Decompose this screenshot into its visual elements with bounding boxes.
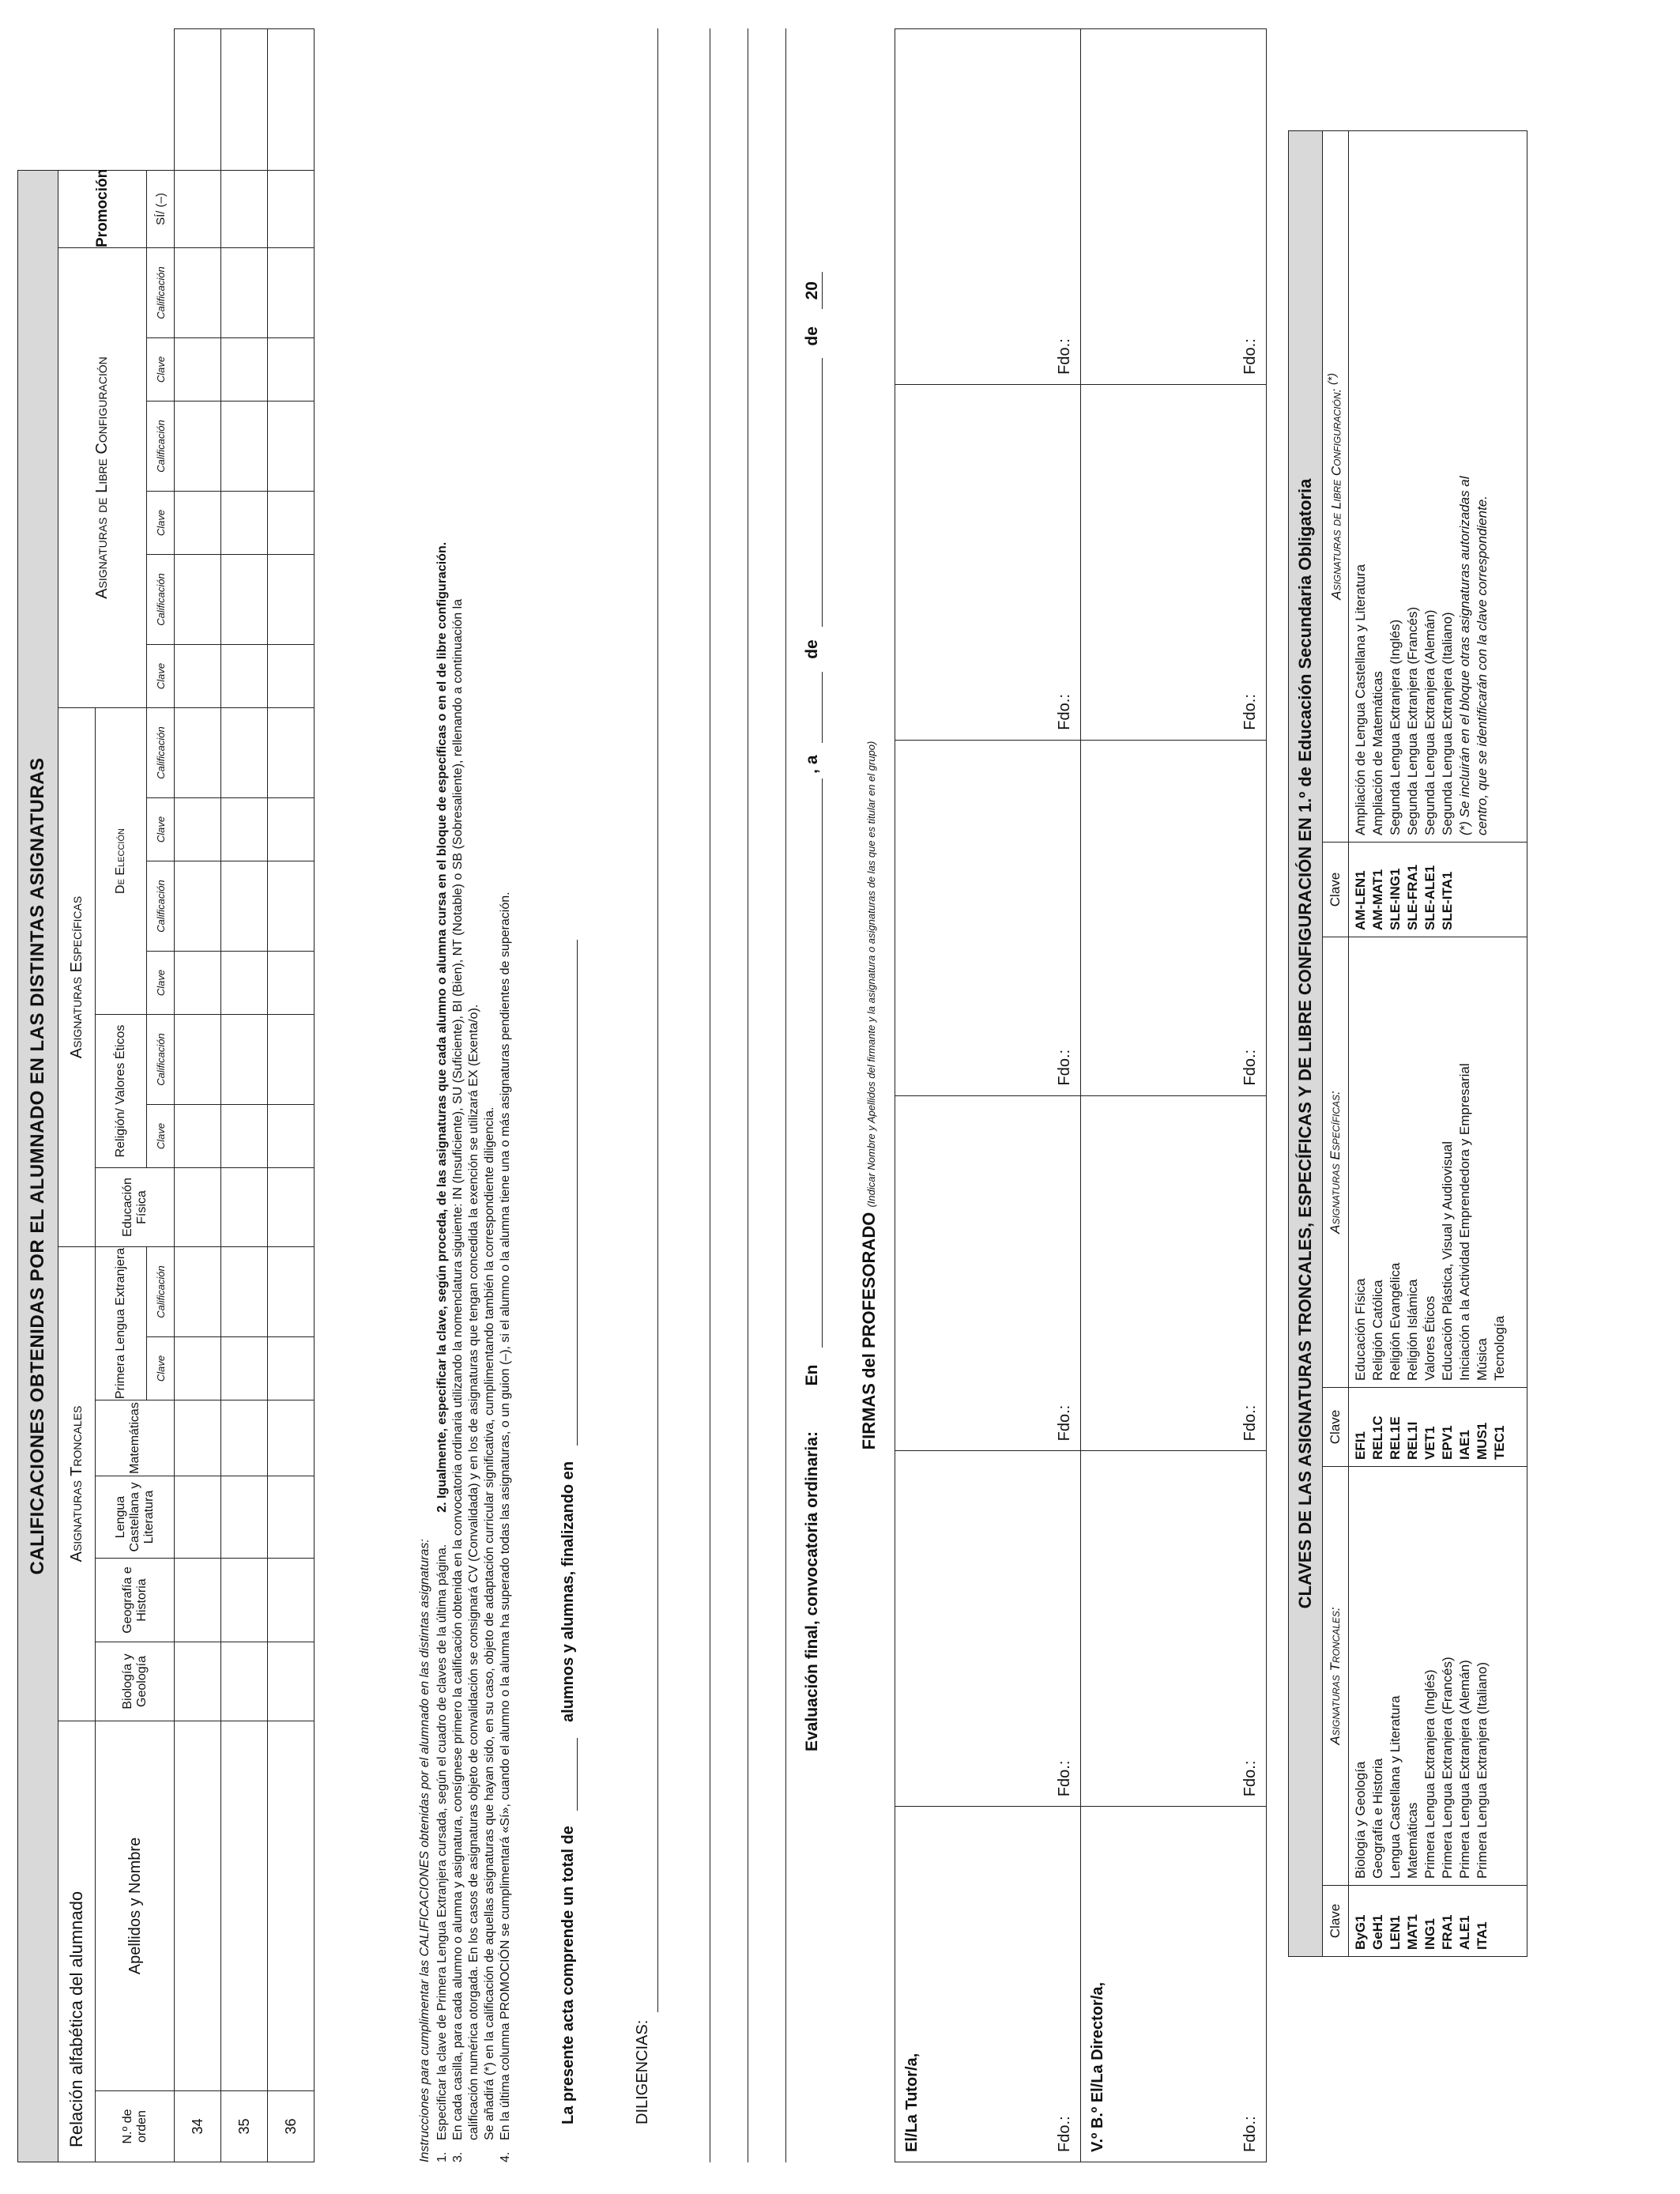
mes-field[interactable] <box>803 358 823 627</box>
primera-lengua-header: Primera Lengua Extranjera <box>96 1247 147 1400</box>
lengua-header: Lengua Castellana y Literatura <box>96 1476 175 1559</box>
signature-cell[interactable] <box>895 384 1081 740</box>
firmas-header <box>859 28 880 2162</box>
clave-subheader: Clave <box>147 645 175 708</box>
instructions-heading: Instrucciones para cumplimentar las CALIFICACIONES obtenidas por el alumnado en las distintas asignaturas: <box>418 1539 431 2162</box>
grade-cell[interactable] <box>175 1559 221 1642</box>
clave-header: Clave <box>1323 1886 1349 1957</box>
grade-cell[interactable] <box>175 492 221 555</box>
key-name: Segunda Lengua Extranjera (Italiano) <box>1440 612 1455 835</box>
key-code: VET1 <box>1422 1426 1437 1460</box>
grade-cell[interactable] <box>221 338 268 401</box>
key-name: Segunda Lengua Extranjera (Francés) <box>1405 606 1420 835</box>
instruction-number: 3. <box>451 2151 465 2162</box>
grade-cell[interactable] <box>221 798 268 861</box>
grade-cell[interactable] <box>175 1015 221 1105</box>
signature-cell[interactable] <box>895 1451 1081 1807</box>
grade-cell[interactable] <box>268 1105 315 1168</box>
grade-cell[interactable] <box>221 1559 268 1642</box>
diligencias-label: DILIGENCIAS: <box>634 2019 651 2124</box>
key-name: Educación Plástica, Visual y Audiovisual <box>1440 1140 1455 1381</box>
grades-title: CALIFICACIONES OBTENIDAS POR EL ALUMNADO EN LAS DISTINTAS ASIGNATURAS <box>18 170 58 2162</box>
key-code: EPV1 <box>1440 1425 1455 1460</box>
key-name: Tecnología <box>1492 1315 1507 1381</box>
director-signature[interactable] <box>1081 1807 1267 2162</box>
calificacion-subheader: Calificación <box>147 708 175 798</box>
de-label: de <box>803 326 821 346</box>
grade-cell[interactable] <box>175 1400 221 1476</box>
de-label: de <box>803 639 821 659</box>
evaluacion-line <box>803 272 823 1751</box>
key-name: Ampliación de Matemáticas <box>1370 671 1385 835</box>
dia-field[interactable] <box>803 672 823 743</box>
grade-cell[interactable] <box>268 645 315 708</box>
key-name: Valores Éticos <box>1422 1295 1437 1381</box>
calificacion-subheader: Calificación <box>147 861 175 952</box>
table-row <box>268 29 315 2162</box>
fdo-label: Fdo.: <box>1056 1760 1073 1797</box>
grade-cell[interactable] <box>175 338 221 401</box>
grade-cell[interactable] <box>221 555 268 645</box>
key-name: Primera Lengua Extranjera (Francés) <box>1440 1657 1455 1879</box>
key-name: Religión Católica <box>1370 1280 1385 1381</box>
relacion-header: Relación alfabética del alumnado <box>58 1721 96 2162</box>
grade-cell[interactable] <box>268 708 315 798</box>
key-name: Segunda Lengua Extranjera (Inglés) <box>1388 619 1403 835</box>
religion-header: Religión/ Valores Éticos <box>96 1015 147 1168</box>
anio-field[interactable]: 20 <box>803 272 823 309</box>
grade-cell[interactable] <box>175 1247 221 1337</box>
key-code: SLE-ITA1 <box>1440 871 1455 930</box>
signature-cell[interactable] <box>895 740 1081 1095</box>
grade-cell[interactable] <box>175 1105 221 1168</box>
grade-cell[interactable] <box>268 1400 315 1476</box>
fdo-label: Fdo.: <box>1056 2116 1073 2152</box>
apellidos-header: Apellidos y Nombre <box>96 1721 175 2091</box>
firmas-title: FIRMAS del PROFESORADO <box>859 1212 879 1450</box>
instruction-4 <box>498 28 514 2162</box>
name-cell[interactable] <box>221 1721 268 2091</box>
key-name: Matemáticas <box>1405 1802 1420 1879</box>
biologia-header: Biología y Geología <box>96 1642 175 1721</box>
especificas-keys-header: Asignaturas Específicas: <box>1323 937 1349 1388</box>
name-cell[interactable] <box>268 1721 315 2091</box>
libre-keys-header <box>1323 130 1349 842</box>
lugar-field[interactable] <box>803 778 823 1348</box>
key-name: Religión Islámica <box>1405 1279 1420 1381</box>
key-name: Primera Lengua Extranjera (Italiano) <box>1475 1661 1490 1879</box>
row-number: 35 <box>221 2091 268 2162</box>
de-eleccion-header: De Elección <box>96 708 147 1015</box>
fdo-label: Fdo.: <box>1056 338 1073 375</box>
key-code: GeH1 <box>1370 1914 1385 1950</box>
key-code: IAE1 <box>1457 1430 1472 1460</box>
clave-subheader: Clave <box>147 952 175 1015</box>
key-code: ALE1 <box>1457 1915 1472 1950</box>
key-name: Música <box>1475 1338 1490 1381</box>
calificacion-subheader: Calificación <box>147 248 175 338</box>
name-cell[interactable] <box>175 1721 221 2091</box>
grade-cell[interactable] <box>268 338 315 401</box>
key-name: Ampliación de Lengua Castellana y Literatura <box>1353 564 1368 835</box>
troncales-names <box>1349 1467 1527 1886</box>
grade-cell[interactable] <box>268 1168 315 1247</box>
grade-cell[interactable] <box>268 492 315 555</box>
director-label: V.º B.º El/La Director/a, <box>1089 1981 1106 2152</box>
clave-subheader: Clave <box>147 798 175 861</box>
calificacion-subheader: Calificación <box>147 555 175 645</box>
grade-cell[interactable] <box>221 170 268 247</box>
libre-keys-mark: (*) <box>1326 373 1339 386</box>
especificas-names <box>1349 937 1527 1388</box>
grade-cell[interactable] <box>268 1476 315 1559</box>
diligencias-line[interactable] <box>785 28 786 2162</box>
clave-subheader: Clave <box>147 1337 175 1400</box>
fdo-label: Fdo.: <box>1241 2116 1259 2152</box>
acta-prefix: La presente acta comprende un total de <box>559 1826 577 2124</box>
grade-cell[interactable] <box>175 798 221 861</box>
key-name: Lengua Castellana y Literatura <box>1388 1695 1403 1879</box>
key-code: MAT1 <box>1405 1913 1420 1950</box>
grade-cell[interactable] <box>221 248 268 338</box>
matematicas-header: Matemáticas <box>96 1400 175 1476</box>
key-name: Religión Evangélica <box>1388 1262 1403 1381</box>
calificacion-subheader: Calificación <box>147 1015 175 1105</box>
evaluacion-label: Evaluación final, convocatoria ordinaria: <box>803 1431 821 1751</box>
key-code: AM-MAT1 <box>1370 869 1385 930</box>
instruction-number: 1. <box>435 2151 449 2162</box>
si-guion-subheader: SÍ/ (–) <box>147 170 175 247</box>
signature-cell[interactable] <box>1081 1095 1267 1451</box>
clave-subheader: Clave <box>147 338 175 401</box>
instruction-text: Especificar la clave de Primera Lengua Extranjera cursada, según el cuadro de claves de la última página. <box>435 1544 449 2140</box>
firmas-subtitle: (Indicar Nombre y Apellidos del firmante y la asignatura o asignaturas de las que es titular en el grupo) <box>865 741 877 1208</box>
calificacion-subheader: Calificación <box>147 401 175 492</box>
promocion-cell[interactable] <box>175 29 221 171</box>
grades-table <box>17 28 315 2162</box>
grade-cell[interactable] <box>175 555 221 645</box>
table-row <box>221 29 268 2162</box>
libre-note: (*) Se incluirán en el bloque otras asignaturas autorizadas al <box>1457 476 1472 835</box>
grade-cell[interactable] <box>175 248 221 338</box>
acta-statement <box>559 940 578 2124</box>
grade-cell[interactable] <box>221 492 268 555</box>
grade-cell[interactable] <box>175 861 221 952</box>
grade-cell[interactable] <box>268 1015 315 1105</box>
libre-names <box>1349 130 1527 842</box>
fdo-label: Fdo.: <box>1241 338 1259 375</box>
key-code: ITA1 <box>1475 1921 1490 1950</box>
tutor-label: El/La Tutor/a, <box>903 2053 921 2152</box>
instructions <box>417 28 514 2162</box>
libre-config-header: Asignaturas de Libre Configuración <box>58 248 147 708</box>
diligencias-line[interactable] <box>657 28 658 2012</box>
key-code: ING1 <box>1422 1918 1437 1950</box>
key-code: REL1I <box>1405 1421 1420 1460</box>
a-label: , a <box>803 755 821 774</box>
claves-title: CLAVES DE LAS ASIGNATURAS TRONCALES, ESPECÍFICAS Y DE LIBRE CONFIGURACIÓN EN 1.º de Educación Secundaria Obligatoria <box>1289 130 1323 1956</box>
key-code: AM-LEN1 <box>1353 870 1368 930</box>
signature-cell[interactable] <box>1081 384 1267 740</box>
key-name: Primera Lengua Extranjera (Inglés) <box>1422 1669 1437 1879</box>
grade-cell[interactable] <box>221 1476 268 1559</box>
grade-cell[interactable] <box>268 1247 315 1337</box>
libre-codes <box>1349 843 1527 937</box>
key-code: SLE-ALE1 <box>1422 865 1437 930</box>
signature-cell[interactable] <box>1081 1451 1267 1807</box>
fdo-label: Fdo.: <box>1056 1404 1073 1442</box>
grade-cell[interactable] <box>268 170 315 247</box>
total-alumnos-field[interactable] <box>577 1738 578 1811</box>
promocion-header: Promoción <box>58 170 147 247</box>
signature-cell[interactable] <box>1081 29 1267 385</box>
acta-middle: alumnos y alumnas, finalizando en <box>559 1461 577 1722</box>
grade-cell[interactable] <box>175 1168 221 1247</box>
instruction-3 <box>450 28 498 2162</box>
grade-cell[interactable] <box>268 555 315 645</box>
clave-subheader: Clave <box>147 492 175 555</box>
grade-cell[interactable] <box>221 401 268 492</box>
finalizando-field[interactable] <box>577 940 578 1446</box>
grade-cell[interactable] <box>175 1337 221 1400</box>
fdo-label: Fdo.: <box>1241 694 1259 730</box>
clave-header: Clave <box>1323 1388 1349 1467</box>
grade-cell[interactable] <box>268 401 315 492</box>
troncales-keys-header: Asignaturas Troncales: <box>1323 1467 1349 1886</box>
key-code: MUS1 <box>1475 1422 1490 1460</box>
fdo-label: Fdo.: <box>1241 1760 1259 1797</box>
grade-cell[interactable] <box>175 170 221 247</box>
grade-cell[interactable] <box>175 1476 221 1559</box>
grade-cell[interactable] <box>175 645 221 708</box>
key-name: Primera Lengua Extranjera (Alemán) <box>1457 1660 1472 1879</box>
grade-cell[interactable] <box>221 708 268 798</box>
instruction-text: En la última columna PROMOCIÓN se cumplimentará «Sí», cuando el alumno o la alumna ha superado todas las asignaturas, o un guion (–), si el alumno o la alumna tiene una o más asignaturas pendientes de superación. <box>499 892 512 2140</box>
key-name: Segunda Lengua Extranjera (Alemán) <box>1422 609 1437 835</box>
tutor-signature[interactable] <box>895 1807 1081 2162</box>
key-code: LEN1 <box>1388 1915 1403 1950</box>
claves-table <box>1288 130 1527 1957</box>
key-code: SLE-FRA1 <box>1405 864 1420 930</box>
troncales-header: Asignaturas Troncales <box>58 1247 96 1721</box>
key-code: EFI1 <box>1353 1431 1368 1460</box>
en-label: En <box>803 1364 821 1386</box>
key-code: FRA1 <box>1440 1914 1455 1950</box>
grade-cell[interactable] <box>268 1559 315 1642</box>
row-number: 34 <box>175 2091 221 2162</box>
instruction-1 <box>435 28 450 2162</box>
especificas-codes <box>1349 1388 1527 1467</box>
grade-cell[interactable] <box>221 1247 268 1337</box>
instruction-text: En cada casilla, para cada alumno o alumna y asignatura, consígnese primero la calificación obtenida en la convocatoria ordinaria utilizando la nomenclatura siguiente: IN (Insuficiente), SU (Suficiente), BI (Bien), NT (Notable) o SB (Sobresaliente), rellenando a continuación la <box>451 598 465 2140</box>
grade-cell[interactable] <box>221 952 268 1015</box>
clave-subheader: Clave <box>147 1105 175 1168</box>
promocion-cell[interactable] <box>268 29 315 171</box>
grade-cell[interactable] <box>221 1337 268 1400</box>
key-code: REL1C <box>1370 1416 1385 1460</box>
key-code: SLE-ING1 <box>1388 868 1403 930</box>
grade-cell[interactable] <box>221 1400 268 1476</box>
fdo-label: Fdo.: <box>1241 1404 1259 1442</box>
signature-cell[interactable] <box>1081 740 1267 1095</box>
fdo-label: Fdo.: <box>1056 694 1073 730</box>
key-name: Educación Física <box>1353 1278 1368 1381</box>
grade-cell[interactable] <box>221 1642 268 1721</box>
signature-grid <box>895 28 1267 2162</box>
instruction-text: Se añadirá (*) en la calificación de aquellas asignaturas que hayan sido, en su caso, objeto de adaptación curricular significativa, cumplimentando también la correspondiente diligencia. <box>483 1106 496 2140</box>
grade-cell[interactable] <box>268 798 315 861</box>
instruction-text: calificación numérica otorgada. En los casos de asignaturas objeto de convalidación se consignará CV (Convalidada) y en los de asignaturas que tengan concedida la exención se utilizará EX (Exenta/o). <box>467 1004 480 2140</box>
grade-cell[interactable] <box>221 1105 268 1168</box>
row-number: 36 <box>268 2091 315 2162</box>
grade-cell[interactable] <box>221 1015 268 1105</box>
instruction-number: 4. <box>499 2151 512 2162</box>
libre-note: centro, que se identificarán con la clave correspondiente. <box>1475 496 1490 835</box>
num-orden-header: N.º de orden <box>96 2091 175 2162</box>
grade-cell[interactable] <box>268 1642 315 1721</box>
key-name: Biología y Geología <box>1353 1761 1368 1879</box>
grade-cell[interactable] <box>221 861 268 952</box>
libre-keys-label: Asignaturas de Libre Configuración: <box>1328 388 1344 600</box>
geografia-header: Geografía e Historia <box>96 1559 175 1642</box>
key-code: TEC1 <box>1492 1425 1507 1460</box>
fdo-label: Fdo.: <box>1056 1049 1073 1086</box>
grade-cell[interactable] <box>268 861 315 952</box>
signature-cell[interactable] <box>895 1095 1081 1451</box>
clave-header: Clave <box>1323 843 1349 937</box>
especificas-header: Asignaturas Específicas <box>58 708 96 1247</box>
grade-cell[interactable] <box>175 952 221 1015</box>
grade-cell[interactable] <box>175 1642 221 1721</box>
key-code: ByG1 <box>1353 1914 1368 1950</box>
signature-cell[interactable] <box>895 29 1081 385</box>
educacion-fisica-header: Educación Física <box>96 1168 175 1247</box>
grade-cell[interactable] <box>268 952 315 1015</box>
calificacion-subheader: Calificación <box>147 1247 175 1337</box>
key-name: Geografía e Historia <box>1370 1758 1385 1879</box>
grade-cell[interactable] <box>175 401 221 492</box>
fdo-label: Fdo.: <box>1241 1049 1259 1086</box>
instruction-2-text: 2. Igualmente, especificar la clave, según proceda, de las asignaturas que cada alumno o alumna cursa en el bloque de específicas o en el de libre configuración. <box>435 541 449 1513</box>
troncales-codes <box>1349 1886 1527 1957</box>
grade-cell[interactable] <box>268 1337 315 1400</box>
promocion-cell[interactable] <box>221 29 268 171</box>
grade-cell[interactable] <box>175 708 221 798</box>
grade-cell[interactable] <box>268 248 315 338</box>
table-row <box>175 29 221 2162</box>
grade-cell[interactable] <box>221 645 268 708</box>
grade-cell[interactable] <box>221 1168 268 1247</box>
key-code: REL1E <box>1388 1416 1403 1460</box>
key-name: Iniciación a la Actividad Emprendedora y Empresarial <box>1457 1063 1472 1381</box>
